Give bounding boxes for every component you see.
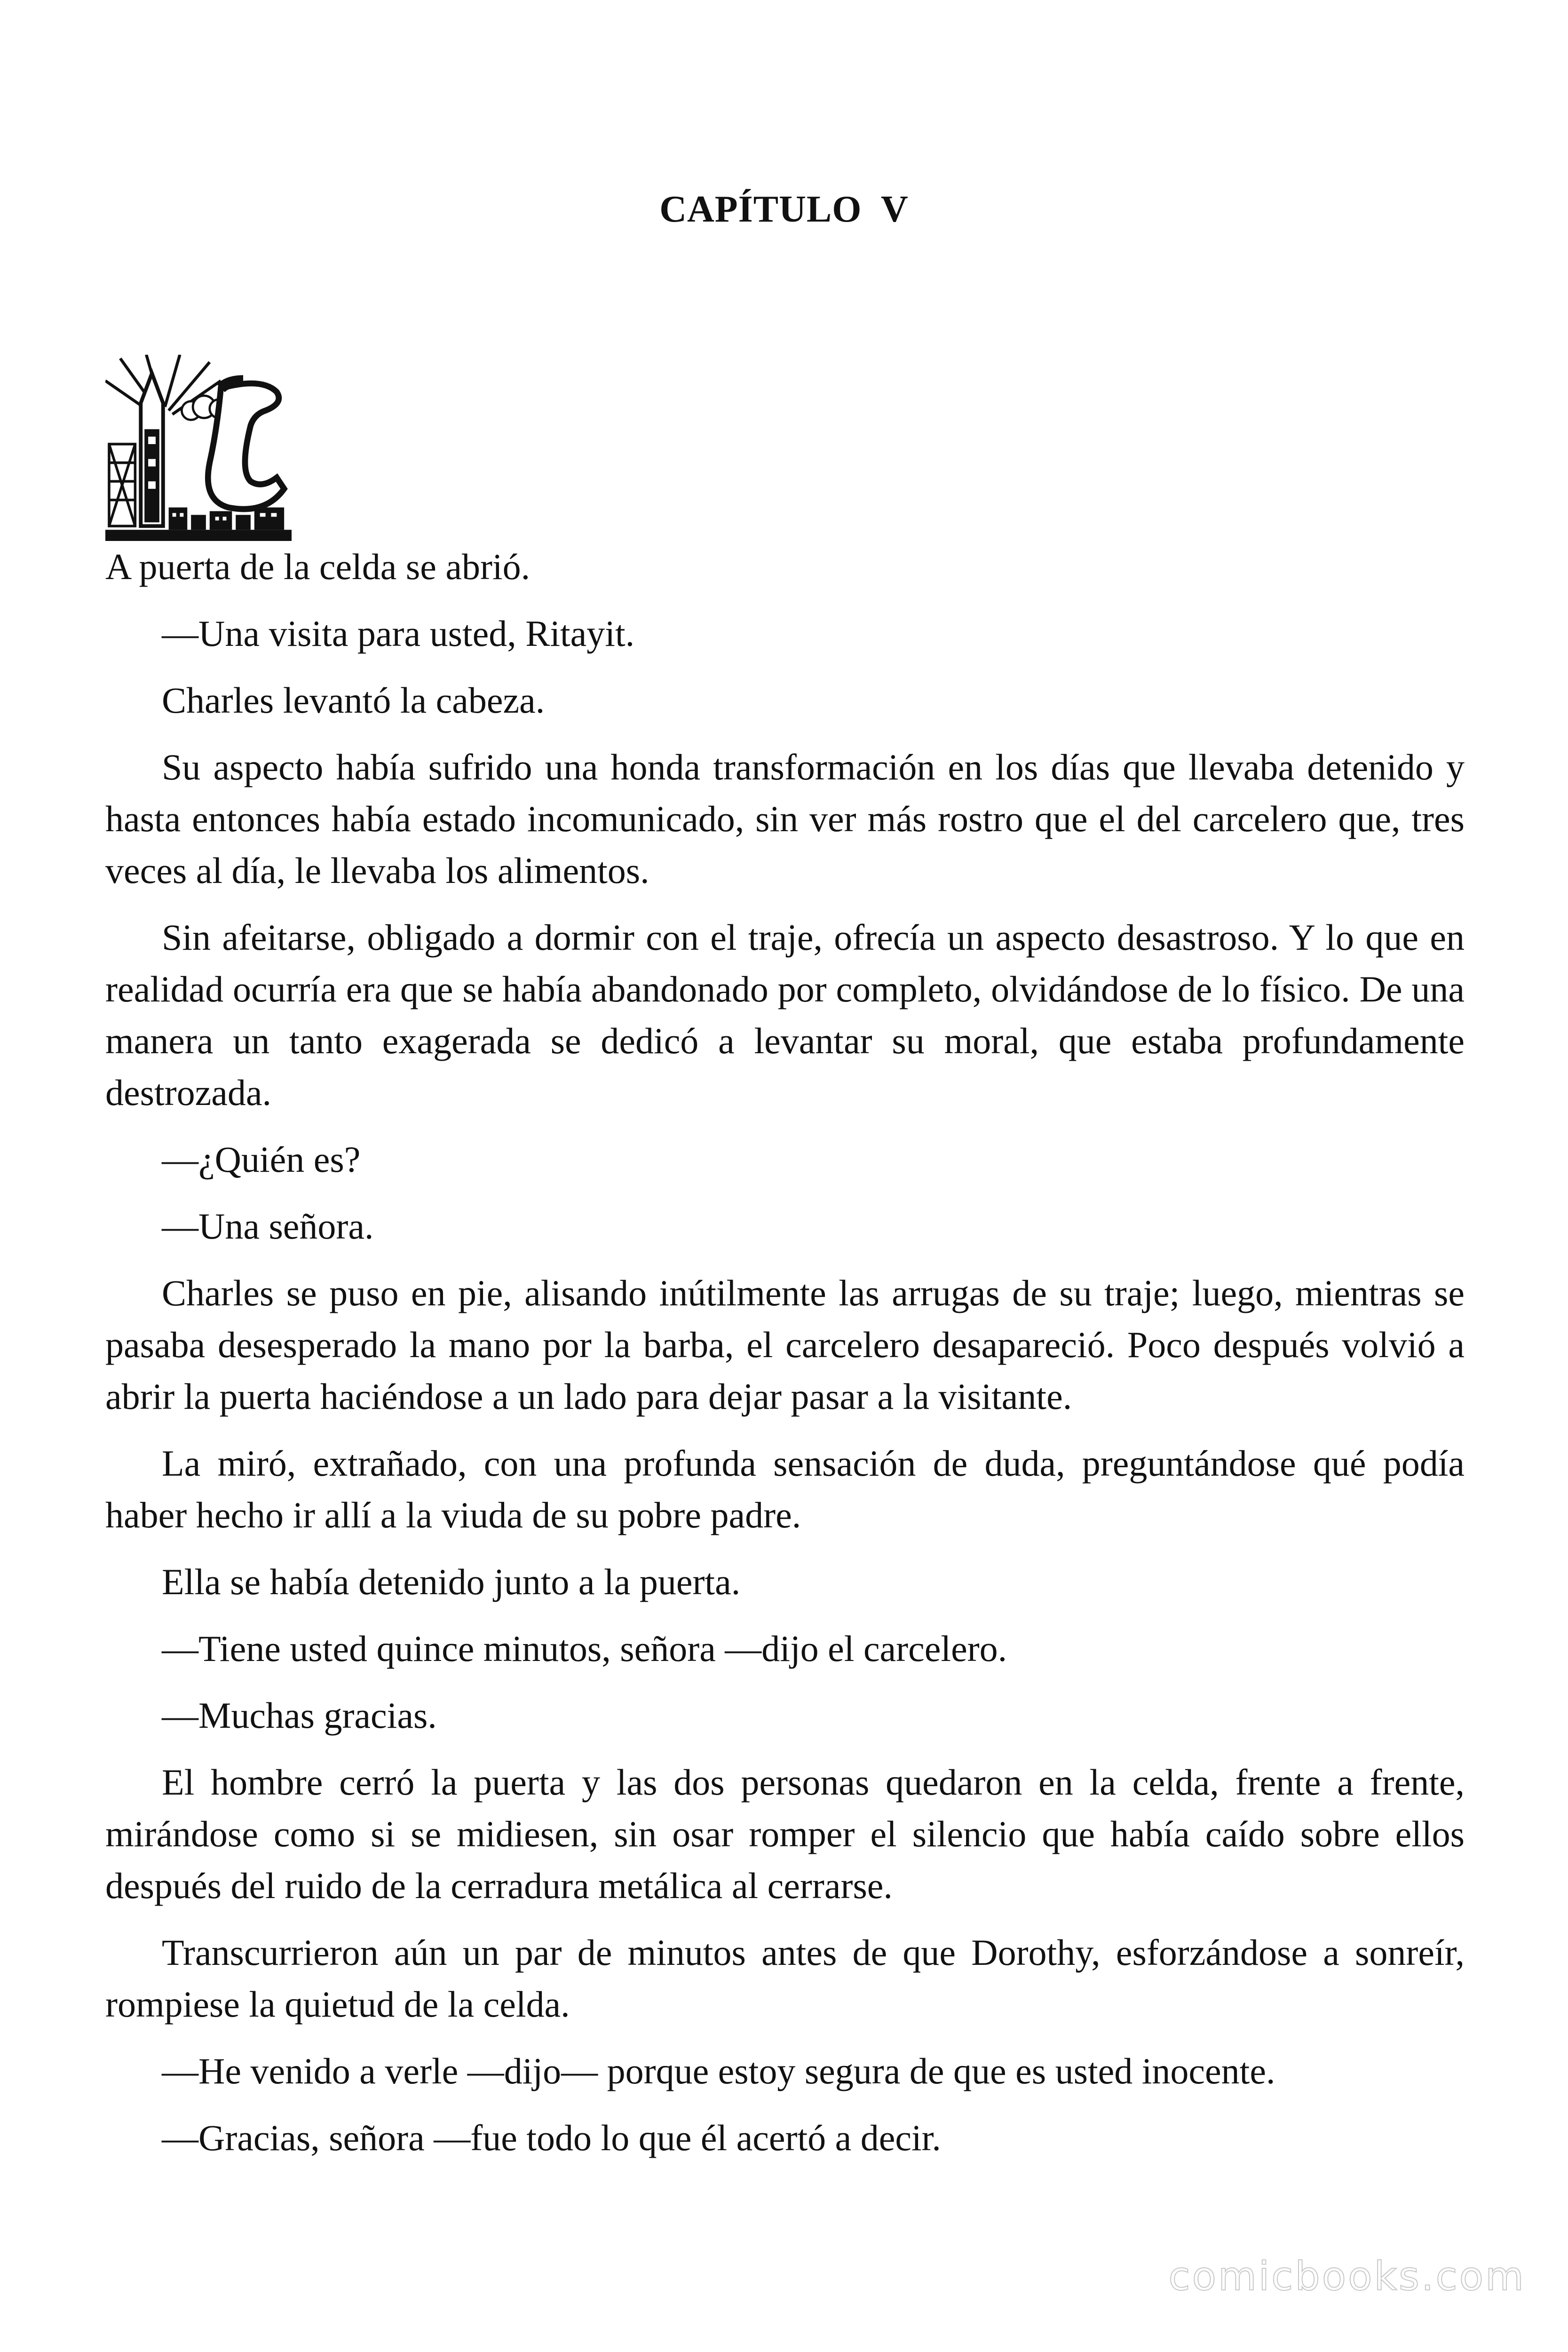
paragraph: —¿Quién es? (162, 1139, 361, 1180)
paragraph: —Una señora. (162, 1206, 374, 1247)
paragraph: La miró, extrañado, con una profunda sensación de duda, preguntándose qué podía haber hecho ir allí a la viuda de su pobre padre. (105, 1443, 1465, 1535)
drop-cap-illustration (105, 355, 292, 541)
paragraph: Charles levantó la cabeza. (162, 680, 545, 721)
paragraph: —Una visita para usted, Ritayit. (162, 613, 635, 654)
paragraph: —Tiene usted quince minutos, señora —dijo el carcelero. (162, 1628, 1007, 1669)
chapter-text (105, 541, 1465, 2179)
paragraph: Transcurrieron aún un par de minutos antes de que Dorothy, esforzándose a sonreír, rompiese la quietud de la celda. (105, 1932, 1465, 2025)
chapter-title: CAPÍTULO V (659, 189, 909, 230)
paragraph: Charles se puso en pie, alisando inútilmente las arrugas de su traje; luego, mientras se pasaba desesperado la mano por la barba, el carcelero desapareció. Poco después volvió a abrir la puerta haciéndose a un lado para dejar pasar a la visitante. (105, 1272, 1465, 1417)
paragraph: Sin afeitarse, obligado a dormir con el traje, ofrecía un aspecto desastroso. Y lo que en realidad ocurría era que se había abandonado por completo, olvidándose de lo físico. De una manera un tanto exagerada se dedicó a levantar su moral, que estaba profundamente destrozada. (105, 917, 1465, 1113)
paragraph: —He venido a verle —dijo— porque estoy segura de que es usted inocente. (162, 2050, 1275, 2091)
paragraph: El hombre cerró la puerta y las dos personas quedaron en la celda, frente a frente, mirándose como si se midiesen, sin osar romper el silencio que había caído sobre ellos después del ruido de la cerradura metálica al cerrarse. (105, 1762, 1465, 1906)
paragraph: Su aspecto había sufrido una honda transformación en los días que llevaba detenido y hasta entonces había estado incomunicado, sin ver más rostro que el del carcelero que, tres veces al día, le llevaba los alimentos. (105, 747, 1465, 891)
paragraph: —Muchas gracias. (162, 1695, 437, 1736)
paragraph: A puerta de la celda se abrió. (105, 546, 531, 587)
watermark: comicbooks.com (1168, 2253, 1526, 2299)
paragraph: —Gracias, señora —fue todo lo que él acertó a decir. (162, 2117, 941, 2158)
paragraph: Ella se había detenido junto a la puerta. (162, 1561, 741, 1602)
